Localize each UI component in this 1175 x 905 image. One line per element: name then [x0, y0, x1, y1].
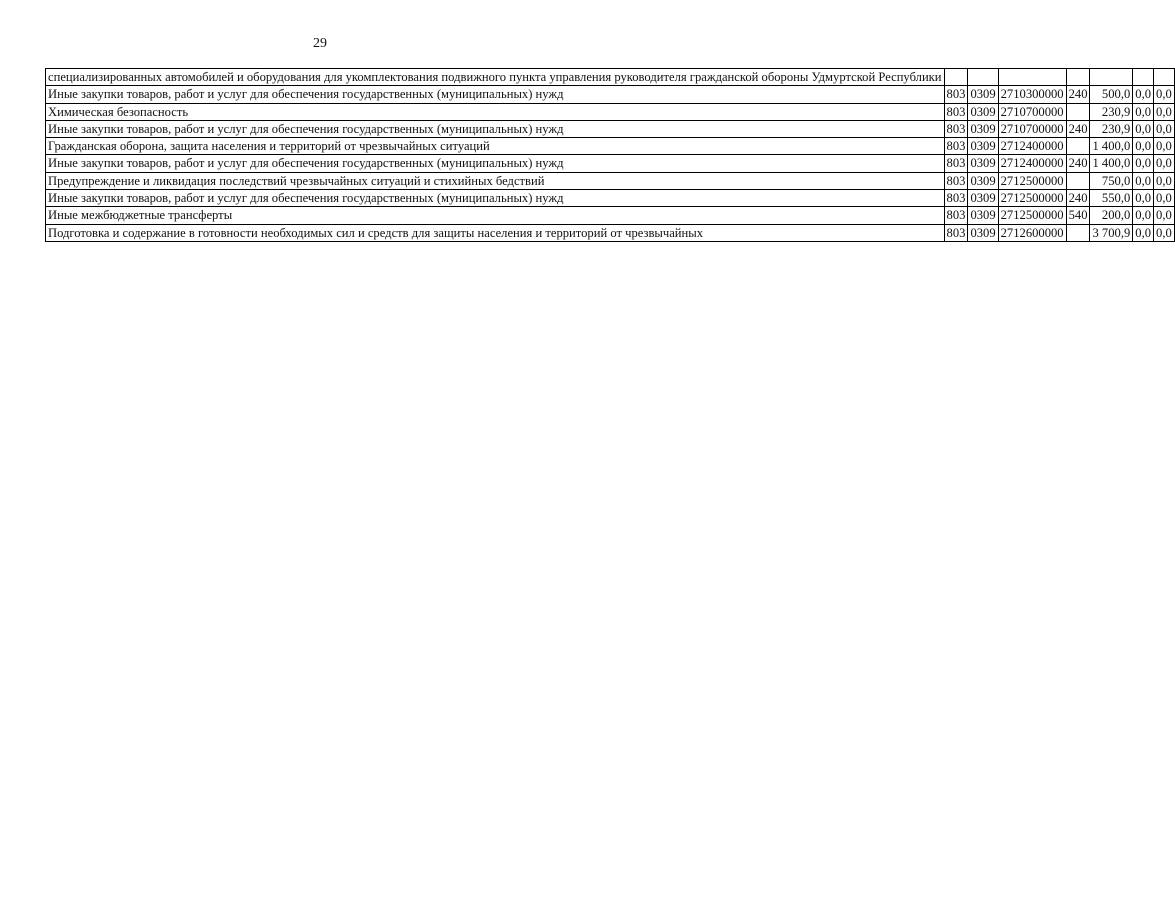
- amount-3-cell: 0,0: [1154, 120, 1175, 137]
- csr-cell: 2710700000: [998, 120, 1066, 137]
- row-name-cell: Иные закупки товаров, работ и услуг для обеспечения государственных (муниципальных) нужд: [46, 155, 945, 172]
- amount-2-cell: 0,0: [1133, 190, 1154, 207]
- ved-cell: 803: [944, 224, 968, 241]
- amount-3-cell: 0,0: [1154, 190, 1175, 207]
- csr-cell: [998, 69, 1066, 86]
- amount-1-cell: [1090, 69, 1133, 86]
- csr-cell: 2712500000: [998, 207, 1066, 224]
- vr-cell: 240: [1066, 155, 1090, 172]
- table-row: [46, 69, 1175, 86]
- table-row: [46, 86, 1175, 103]
- amount-2-cell: 0,0: [1133, 172, 1154, 189]
- amount-2-cell: 0,0: [1133, 224, 1154, 241]
- ved-cell: 803: [944, 86, 968, 103]
- table-row: [46, 155, 1175, 172]
- amount-3-cell: 0,0: [1154, 138, 1175, 155]
- section-cell: 0309: [968, 103, 998, 120]
- section-cell: [968, 69, 998, 86]
- ved-cell: 803: [944, 155, 968, 172]
- amount-2-cell: 0,0: [1133, 155, 1154, 172]
- row-name-cell: Предупреждение и ликвидация последствий чрезвычайных ситуаций и стихийных бедствий: [46, 172, 945, 189]
- amount-3-cell: 0,0: [1154, 207, 1175, 224]
- row-name-cell: Иные межбюджетные трансферты: [46, 207, 945, 224]
- section-cell: 0309: [968, 155, 998, 172]
- vr-cell: 240: [1066, 190, 1090, 207]
- amount-2-cell: 0,0: [1133, 138, 1154, 155]
- amount-1-cell: 1 400,0: [1090, 138, 1133, 155]
- amount-1-cell: 230,9: [1090, 120, 1133, 137]
- ved-cell: 803: [944, 120, 968, 137]
- vr-cell: [1066, 138, 1090, 155]
- csr-cell: 2712500000: [998, 190, 1066, 207]
- amount-2-cell: [1133, 69, 1154, 86]
- ved-cell: 803: [944, 103, 968, 120]
- row-name-cell: Подготовка и содержание в готовности необходимых сил и средств для защиты населения и территорий от чрезвычайных: [46, 224, 945, 241]
- amount-1-cell: 750,0: [1090, 172, 1133, 189]
- ved-cell: 803: [944, 172, 968, 189]
- amount-1-cell: 500,0: [1090, 86, 1133, 103]
- table-row: [46, 138, 1175, 155]
- vr-cell: [1066, 69, 1090, 86]
- amount-3-cell: 0,0: [1154, 224, 1175, 241]
- csr-cell: 2712500000: [998, 172, 1066, 189]
- amount-3-cell: 0,0: [1154, 86, 1175, 103]
- row-name-cell: специализированных автомобилей и оборудования для укомплектования подвижного пункта управления руководителя гражданской обороны Удмуртской Республики: [46, 69, 945, 86]
- csr-cell: 2710700000: [998, 103, 1066, 120]
- amount-2-cell: 0,0: [1133, 120, 1154, 137]
- section-cell: 0309: [968, 138, 998, 155]
- row-name-cell: Иные закупки товаров, работ и услуг для обеспечения государственных (муниципальных) нужд: [46, 120, 945, 137]
- amount-1-cell: 1 400,0: [1090, 155, 1133, 172]
- csr-cell: 2712400000: [998, 155, 1066, 172]
- vr-cell: [1066, 224, 1090, 241]
- amount-2-cell: 0,0: [1133, 207, 1154, 224]
- section-cell: 0309: [968, 120, 998, 137]
- section-cell: 0309: [968, 190, 998, 207]
- table-row: [46, 207, 1175, 224]
- table-row: [46, 224, 1175, 241]
- csr-cell: 2710300000: [998, 86, 1066, 103]
- vr-cell: [1066, 103, 1090, 120]
- vr-cell: [1066, 172, 1090, 189]
- table-row: [46, 120, 1175, 137]
- amount-2-cell: 0,0: [1133, 86, 1154, 103]
- vr-cell: 240: [1066, 86, 1090, 103]
- ved-cell: 803: [944, 138, 968, 155]
- amount-1-cell: 3 700,9: [1090, 224, 1133, 241]
- ved-cell: [944, 69, 968, 86]
- row-name-cell: Химическая безопасность: [46, 103, 945, 120]
- section-cell: 0309: [968, 224, 998, 241]
- csr-cell: 2712400000: [998, 138, 1066, 155]
- page-number: 29: [313, 36, 327, 51]
- amount-1-cell: 550,0: [1090, 190, 1133, 207]
- amount-1-cell: 200,0: [1090, 207, 1133, 224]
- amount-3-cell: 0,0: [1154, 172, 1175, 189]
- csr-cell: 2712600000: [998, 224, 1066, 241]
- ved-cell: 803: [944, 207, 968, 224]
- row-name-cell: Иные закупки товаров, работ и услуг для обеспечения государственных (муниципальных) нужд: [46, 190, 945, 207]
- table-row: [46, 190, 1175, 207]
- amount-1-cell: 230,9: [1090, 103, 1133, 120]
- amount-3-cell: 0,0: [1154, 155, 1175, 172]
- section-cell: 0309: [968, 172, 998, 189]
- ved-cell: 803: [944, 190, 968, 207]
- vr-cell: 240: [1066, 120, 1090, 137]
- amount-3-cell: 0,0: [1154, 103, 1175, 120]
- section-cell: 0309: [968, 86, 998, 103]
- table-row: [46, 172, 1175, 189]
- table-row: [46, 103, 1175, 120]
- vr-cell: 540: [1066, 207, 1090, 224]
- amount-2-cell: 0,0: [1133, 103, 1154, 120]
- row-name-cell: Гражданская оборона, защита населения и территорий от чрезвычайных ситуаций: [46, 138, 945, 155]
- row-name-cell: Иные закупки товаров, работ и услуг для обеспечения государственных (муниципальных) нужд: [46, 86, 945, 103]
- budget-table: [45, 68, 1175, 242]
- section-cell: 0309: [968, 207, 998, 224]
- amount-3-cell: [1154, 69, 1175, 86]
